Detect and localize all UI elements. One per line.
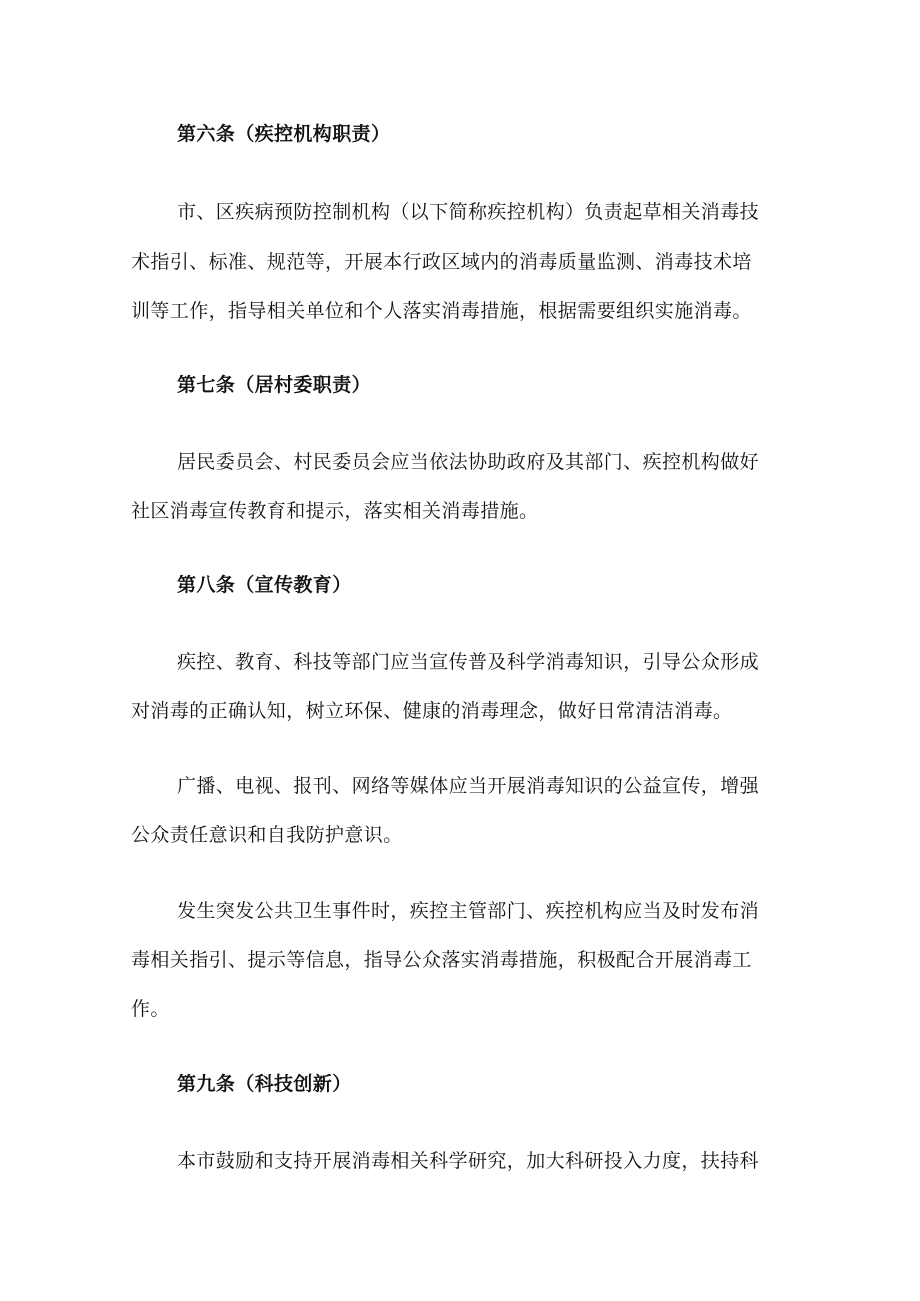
article-6-heading: 第六条（疾控机构职责）	[177, 123, 391, 145]
article-8-para-3-line-2: 毒相关指引、提示等信息，指导公众落实消毒措施，积极配合开展消毒工	[131, 949, 752, 971]
article-9-line-1: 本市鼓励和支持开展消毒相关科学研究，加大科研投入力度，扶持科	[177, 1150, 760, 1172]
article-8-para-3-line-3: 作。	[131, 998, 170, 1020]
article-8-para-3-line-1: 发生突发公共卫生事件时，疾控主管部门、疾控机构应当及时发布消	[177, 900, 760, 922]
article-8-para-1-line-2: 对消毒的正确认知，树立环保、健康的消毒理念，做好日常清洁消毒。	[131, 700, 733, 722]
article-8-para-2-line-2: 公众责任意识和自我防护意识。	[131, 824, 403, 846]
article-7-heading: 第七条（居村委职责）	[177, 374, 372, 396]
article-7-line-1: 居民委员会、村民委员会应当依法协助政府及其部门、疾控机构做好	[177, 451, 760, 473]
article-7-line-2: 社区消毒宣传教育和提示，落实相关消毒措施。	[131, 500, 539, 522]
article-8-para-2-line-1: 广播、电视、报刊、网络等媒体应当开展消毒知识的公益宣传，增强	[177, 775, 760, 797]
article-6-line-2: 术指引、标准、规范等，开展本行政区域内的消毒质量监测、消毒技术培	[131, 251, 752, 273]
article-6-line-1: 市、区疾病预防控制机构（以下简称疾控机构）负责起草相关消毒技	[177, 201, 760, 223]
article-8-heading: 第八条（宣传教育）	[177, 574, 352, 596]
article-6-line-3: 训等工作，指导相关单位和个人落实消毒措施，根据需要组织实施消毒。	[131, 300, 752, 322]
article-8-para-1-line-1: 疾控、教育、科技等部门应当宣传普及科学消毒知识，引导公众形成	[177, 651, 760, 673]
article-9-heading: 第九条（科技创新）	[177, 1073, 352, 1095]
